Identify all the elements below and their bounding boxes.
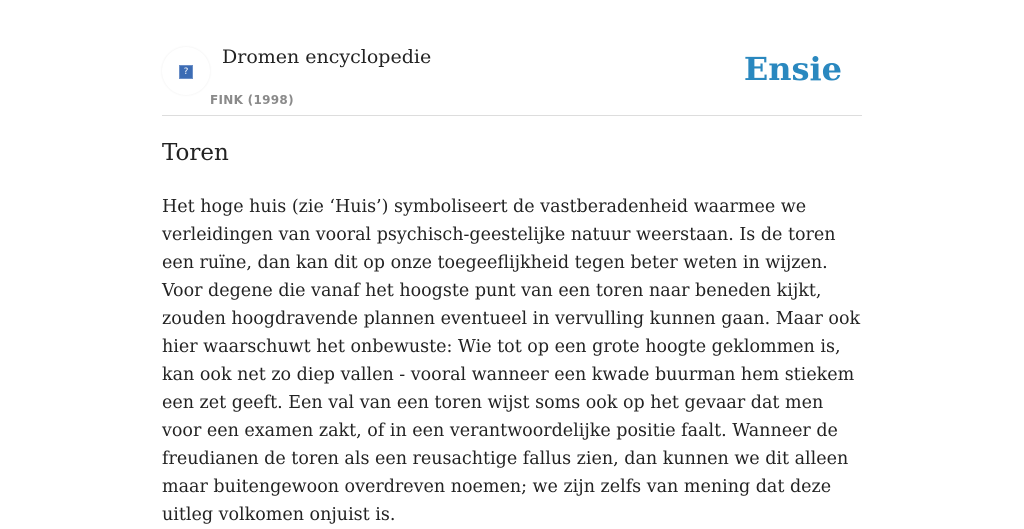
- source-logo[interactable]: [162, 47, 210, 95]
- brand-logo[interactable]: Ensie: [743, 50, 842, 88]
- source-title[interactable]: Dromen encyclopedie: [222, 46, 432, 68]
- entry-body: Het hoge huis (zie ‘Huis’) symboliseert de vastberadenheid waarmee we verleidingen van vooral psychisch-geestelijke natuur weerstaan. Is de toren een ruïne, dan kan dit op onze toegeeflijkheid tegen beter weten in wijzen. Voor degene die vanaf het hoogste punt van een toren naar beneden kijkt, zouden hoogdravende plannen eventueel in vervulling kunnen gaan. Maar ook hier waarschuwt het onbewuste: Wie tot op een grote hoogte geklommen is, kan ook net zo diep vallen - vooral wanneer een kwade buurman hem stiekem een zet geeft. Een val van een toren wijst soms ook op het gevaar dat men voor een examen zakt, of in een verantwoordelijke positie faalt. Wanneer de freudianen de toren als een reusachtige fallus zien, dan kunnen we dit alleen maar buitengewoon overdreven noemen; we zijn zelfs van mening dat deze uitleg volkomen onjuist is.: [162, 197, 861, 525]
- question-mark-icon: ?: [179, 65, 193, 79]
- source-author: FINK (1998): [210, 93, 294, 107]
- entry-title: Toren: [162, 140, 229, 166]
- source-header: [162, 40, 862, 116]
